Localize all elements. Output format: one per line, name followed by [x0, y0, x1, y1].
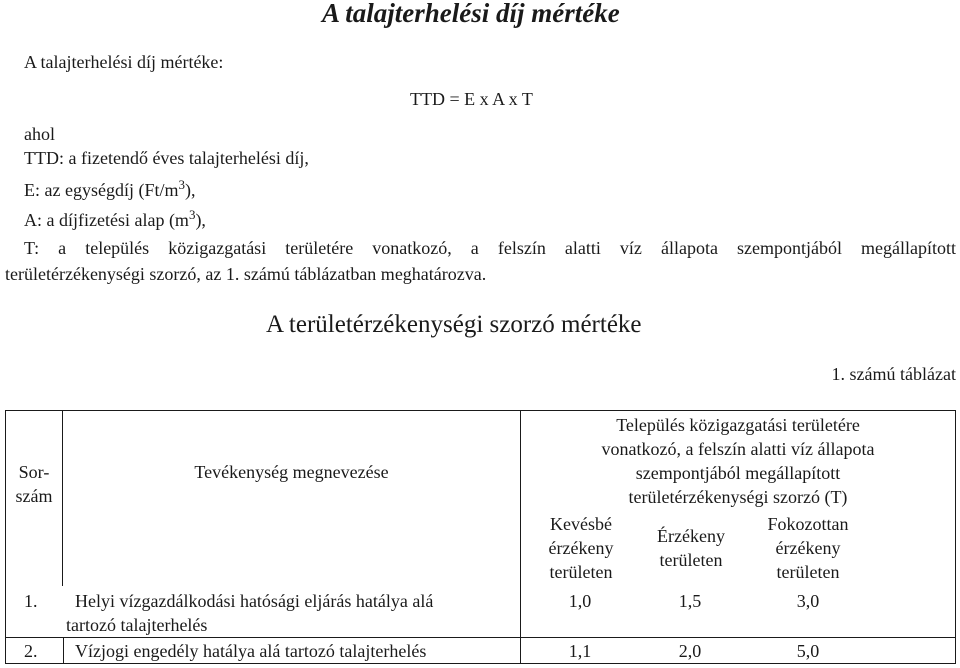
definition-e-close: ), — [184, 180, 196, 201]
row2-mid-value: 2,0 — [678, 641, 702, 661]
page-title: A talajterhelési díj mértéke — [322, 0, 620, 28]
definition-t — [5, 235, 956, 287]
table-number: 1. számú táblázat — [831, 364, 956, 384]
row1-activity-line1: Helyi vízgazdálkodási hatósági eljárás hatálya alá — [75, 591, 434, 611]
table-bottom-border — [5, 663, 956, 664]
row2-low-value: 1,1 — [568, 641, 592, 661]
header-serial-line1: Sor- — [18, 462, 50, 482]
header-low-line3: területen — [549, 562, 613, 582]
table-right-border — [955, 410, 956, 664]
header-high-line1: Fokozottan — [767, 514, 849, 534]
header-mid-line1: Érzékeny — [657, 526, 725, 546]
header-multiplier-line1: Település közigazgatási területére — [616, 415, 860, 435]
definition-a-text: A: a díjfizetési alap (m — [24, 210, 189, 231]
row2-activity: Vízjogi engedély hatálya alá tartozó talajterhelés — [75, 641, 427, 661]
row2-high-value: 5,0 — [796, 641, 820, 661]
table-col-divider-1 — [62, 410, 63, 586]
definition-a — [24, 207, 206, 231]
header-activity: Tevékenység megnevezése — [194, 462, 389, 482]
header-high-sensitivity — [746, 512, 870, 584]
row1-number: 1. — [24, 591, 38, 611]
header-high-line3: területen — [776, 562, 840, 582]
header-high-line2: érzékeny — [775, 538, 841, 558]
table-left-border — [5, 410, 6, 664]
header-low-sensitivity — [521, 512, 641, 584]
intro-label: A talajterhelési díj mértéke: — [24, 52, 224, 72]
row1-high-value: 3,0 — [796, 591, 820, 611]
definition-e — [24, 177, 195, 201]
header-mid-sensitivity — [631, 524, 751, 572]
section-subtitle: A területérzékenységi szorzó mértéke — [266, 311, 642, 338]
definition-ttd: TTD: a fizetendő éves talajterhelési díj, — [24, 148, 309, 168]
header-mid-line2: területen — [659, 550, 723, 570]
row1-low-value: 1,0 — [568, 591, 592, 611]
header-multiplier — [521, 413, 955, 509]
header-serial-line2: szám — [15, 486, 53, 506]
table-col-divider-1b — [63, 637, 64, 664]
definition-e-text: E: az egységdíj (Ft/m — [24, 180, 179, 201]
definition-a-sup: 3 — [188, 207, 196, 222]
header-low-line2: érzékeny — [548, 538, 614, 558]
row1-activity-line2: tartozó talajterhelés — [66, 615, 208, 635]
table-top-border — [5, 410, 956, 411]
header-multiplier-line4: területérzékenységi szorzó (T) — [628, 487, 848, 507]
definition-t-line2: területérzékenységi szorzó, az 1. számú táblázatban meghatározva. — [5, 264, 487, 284]
header-multiplier-line2: vonatkozó, a felszín alatti víz állapota — [601, 439, 875, 459]
definition-a-close: ), — [195, 210, 206, 231]
header-serial — [6, 460, 62, 508]
table-row-divider — [5, 637, 956, 638]
definition-t-line1: T: a település közigazgatási területére vonatkozó, a felszín alatti víz állapota szempontjából megállapított — [24, 238, 956, 258]
formula: TTD = E x A x T — [410, 89, 533, 109]
row1-mid-value: 1,5 — [678, 591, 702, 611]
row2-number: 2. — [24, 641, 38, 661]
definition-e-sup: 3 — [178, 177, 185, 192]
where-label: ahol — [24, 124, 55, 144]
row1-activity — [66, 589, 516, 637]
header-multiplier-line3: szempontjából megállapított — [635, 463, 841, 483]
header-low-line1: Kevésbé — [550, 514, 612, 534]
